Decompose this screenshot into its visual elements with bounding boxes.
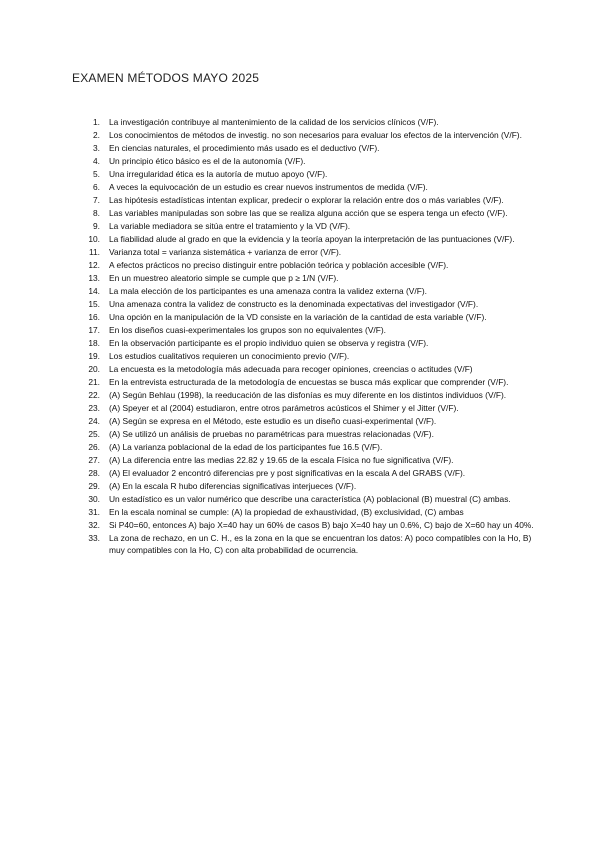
question-item bbox=[84, 415, 534, 427]
question-text: En la escala nominal se cumple: (A) la propiedad de exhaustividad, (B) exclusividad, (C) ambas bbox=[109, 507, 464, 517]
question-text: La investigación contribuye al mantenimiento de la calidad de los servicios clínicos (V/F). bbox=[109, 117, 439, 127]
question-text: (A) El evaluador 2 encontró diferencias pre y post significativas en la escala A del GRABS (V/F). bbox=[109, 468, 466, 478]
question-text: La variable mediadora se sitúa entre el tratamiento y la VD (V/F). bbox=[109, 221, 351, 231]
question-number: 9. bbox=[93, 221, 100, 231]
question-number: 3. bbox=[93, 143, 100, 153]
question-text: Las hipótesis estadísticas intentan explicar, predecir o explorar la relación entre dos o más variables (V/F). bbox=[109, 195, 504, 205]
question-number: 22. bbox=[88, 390, 100, 400]
question-number: 25. bbox=[88, 429, 100, 439]
question-number: 32. bbox=[88, 520, 100, 530]
question-item bbox=[84, 532, 534, 557]
question-number: 23. bbox=[88, 403, 100, 413]
question-number: 14. bbox=[88, 286, 100, 296]
question-number: 33. bbox=[88, 533, 100, 543]
question-text: (A) Según Behlau (1998), la reeducación de las disfonías es muy diferente en los distintos individuos (V/F). bbox=[109, 390, 507, 400]
question-item bbox=[84, 285, 534, 297]
question-text: (A) Se utilizó un análisis de pruebas no paramétricas para muestras relacionadas (V/F). bbox=[109, 429, 434, 439]
question-text: Una irregularidad ética es la autoría de mutuo apoyo (V/F). bbox=[109, 169, 328, 179]
question-item bbox=[84, 324, 534, 336]
question-item bbox=[84, 519, 534, 531]
question-number: 1. bbox=[93, 117, 100, 127]
question-item bbox=[84, 376, 534, 388]
question-text: (A) La diferencia entre las medias 22.82 y 19.65 de la escala Física no fue significativa (V/F). bbox=[109, 455, 454, 465]
question-item bbox=[84, 116, 534, 128]
question-text: (A) Speyer et al (2004) estudiaron, entre otros parámetros acústicos el Shimer y el Jitter (V/F). bbox=[109, 403, 459, 413]
question-item bbox=[84, 259, 534, 271]
question-number: 8. bbox=[93, 208, 100, 218]
question-text: En la observación participante es el propio individuo quien se observa y registra (V/F). bbox=[109, 338, 429, 348]
question-number: 13. bbox=[88, 273, 100, 283]
question-number: 15. bbox=[88, 299, 100, 309]
question-text: En ciencias naturales, el procedimiento más usado es el deductivo (V/F). bbox=[109, 143, 380, 153]
question-item bbox=[84, 220, 534, 232]
page-title: EXAMEN MÉTODOS MAYO 2025 bbox=[72, 71, 260, 85]
question-text: Una opción en la manipulación de la VD consiste en la variación de la cantidad de esta variable (V/F). bbox=[109, 312, 487, 322]
question-text: Un estadístico es un valor numérico que describe una característica (A) poblacional (B) muestral (C) ambas. bbox=[109, 494, 511, 504]
question-number: 4. bbox=[93, 156, 100, 166]
question-number: 31. bbox=[88, 507, 100, 517]
question-text: Si P40=60, entonces A) bajo X=40 hay un 60% de casos B) bajo X=40 hay un 0.6%, C) bajo de X=60 hay un 40%. bbox=[109, 520, 534, 530]
question-item bbox=[84, 142, 534, 154]
question-text: (A) En la escala R hubo diferencias significativas interjueces (V/F). bbox=[109, 481, 357, 491]
question-text: A efectos prácticos no preciso distinguir entre población teórica y población accesible (V/F). bbox=[109, 260, 449, 270]
question-number: 20. bbox=[88, 364, 100, 374]
question-number: 10. bbox=[88, 234, 100, 244]
question-item bbox=[84, 337, 534, 349]
question-number: 17. bbox=[88, 325, 100, 335]
question-text: Una amenaza contra la validez de constructo es la denominada expectativas del investigador (V/F). bbox=[109, 299, 479, 309]
question-text: En la entrevista estructurada de la metodología de encuestas se busca más explicar que comprender (V/F). bbox=[109, 377, 509, 387]
question-item bbox=[84, 506, 534, 518]
question-text: En un muestreo aleatorio simple se cumple que p ≥ 1/N (V/F). bbox=[109, 273, 339, 283]
question-item bbox=[84, 350, 534, 362]
question-number: 5. bbox=[93, 169, 100, 179]
question-item bbox=[84, 363, 534, 375]
question-number: 12. bbox=[88, 260, 100, 270]
question-item bbox=[84, 246, 534, 258]
question-item bbox=[84, 467, 534, 479]
question-number: 18. bbox=[88, 338, 100, 348]
question-item bbox=[84, 298, 534, 310]
question-item bbox=[84, 311, 534, 323]
question-number: 6. bbox=[93, 182, 100, 192]
question-text: La zona de rechazo, en un C. H., es la zona en la que se encuentran los datos: A) poco compatibles con la Ho, B) muy compatibles con la Ho, C) con alta probabilidad de ocurrencia. bbox=[109, 533, 532, 556]
question-text: A veces la equivocación de un estudio es crear nuevos instrumentos de medida (V/F). bbox=[109, 182, 428, 192]
question-number: 19. bbox=[88, 351, 100, 361]
question-item bbox=[84, 480, 534, 492]
question-number: 21. bbox=[88, 377, 100, 387]
question-item bbox=[84, 194, 534, 206]
question-number: 28. bbox=[88, 468, 100, 478]
question-item bbox=[84, 233, 534, 245]
question-number: 11. bbox=[88, 247, 100, 257]
question-number: 24. bbox=[88, 416, 100, 426]
question-text: Un principio ético básico es el de la autonomía (V/F). bbox=[109, 156, 306, 166]
question-item bbox=[84, 428, 534, 440]
question-list bbox=[84, 116, 534, 557]
question-text: (A) Según se expresa en el Método, este estudio es un diseño cuasi-experimental (V/F). bbox=[109, 416, 437, 426]
question-number: 7. bbox=[93, 195, 100, 205]
question-item bbox=[84, 207, 534, 219]
question-item bbox=[84, 389, 534, 401]
question-text: La mala elección de los participantes es una amenaza contra la validez externa (V/F). bbox=[109, 286, 427, 296]
question-item bbox=[84, 493, 534, 505]
question-item bbox=[84, 402, 534, 414]
question-number: 29. bbox=[88, 481, 100, 491]
question-text: Los conocimientos de métodos de investig. no son necesarios para evaluar los efectos de la intervención (V/F). bbox=[109, 130, 522, 140]
question-item bbox=[84, 272, 534, 284]
question-item bbox=[84, 454, 534, 466]
question-text: La fiabilidad alude al grado en que la evidencia y la teoría apoyan la interpretación de las puntuaciones (V/F). bbox=[109, 234, 515, 244]
question-text: La encuesta es la metodología más adecuada para recoger opiniones, creencias o actitudes (V/F) bbox=[109, 364, 473, 374]
question-item bbox=[84, 155, 534, 167]
question-text: Las variables manipuladas son sobre las que se realiza alguna acción que se espera tenga un efecto (V/F). bbox=[109, 208, 508, 218]
question-text: Varianza total = varianza sistemática + varianza de error (V/F). bbox=[109, 247, 342, 257]
question-number: 16. bbox=[88, 312, 100, 322]
question-text: (A) La varianza poblacional de la edad de los participantes fue 16.5 (V/F). bbox=[109, 442, 383, 452]
question-number: 30. bbox=[88, 494, 100, 504]
question-item bbox=[84, 168, 534, 180]
question-text: Los estudios cualitativos requieren un conocimiento previo (V/F). bbox=[109, 351, 350, 361]
question-item bbox=[84, 441, 534, 453]
question-number: 2. bbox=[93, 130, 100, 140]
question-item bbox=[84, 181, 534, 193]
question-text: En los diseños cuasi-experimentales los grupos son no equivalentes (V/F). bbox=[109, 325, 386, 335]
question-number: 26. bbox=[88, 442, 100, 452]
question-number: 27. bbox=[88, 455, 100, 465]
question-item bbox=[84, 129, 534, 141]
